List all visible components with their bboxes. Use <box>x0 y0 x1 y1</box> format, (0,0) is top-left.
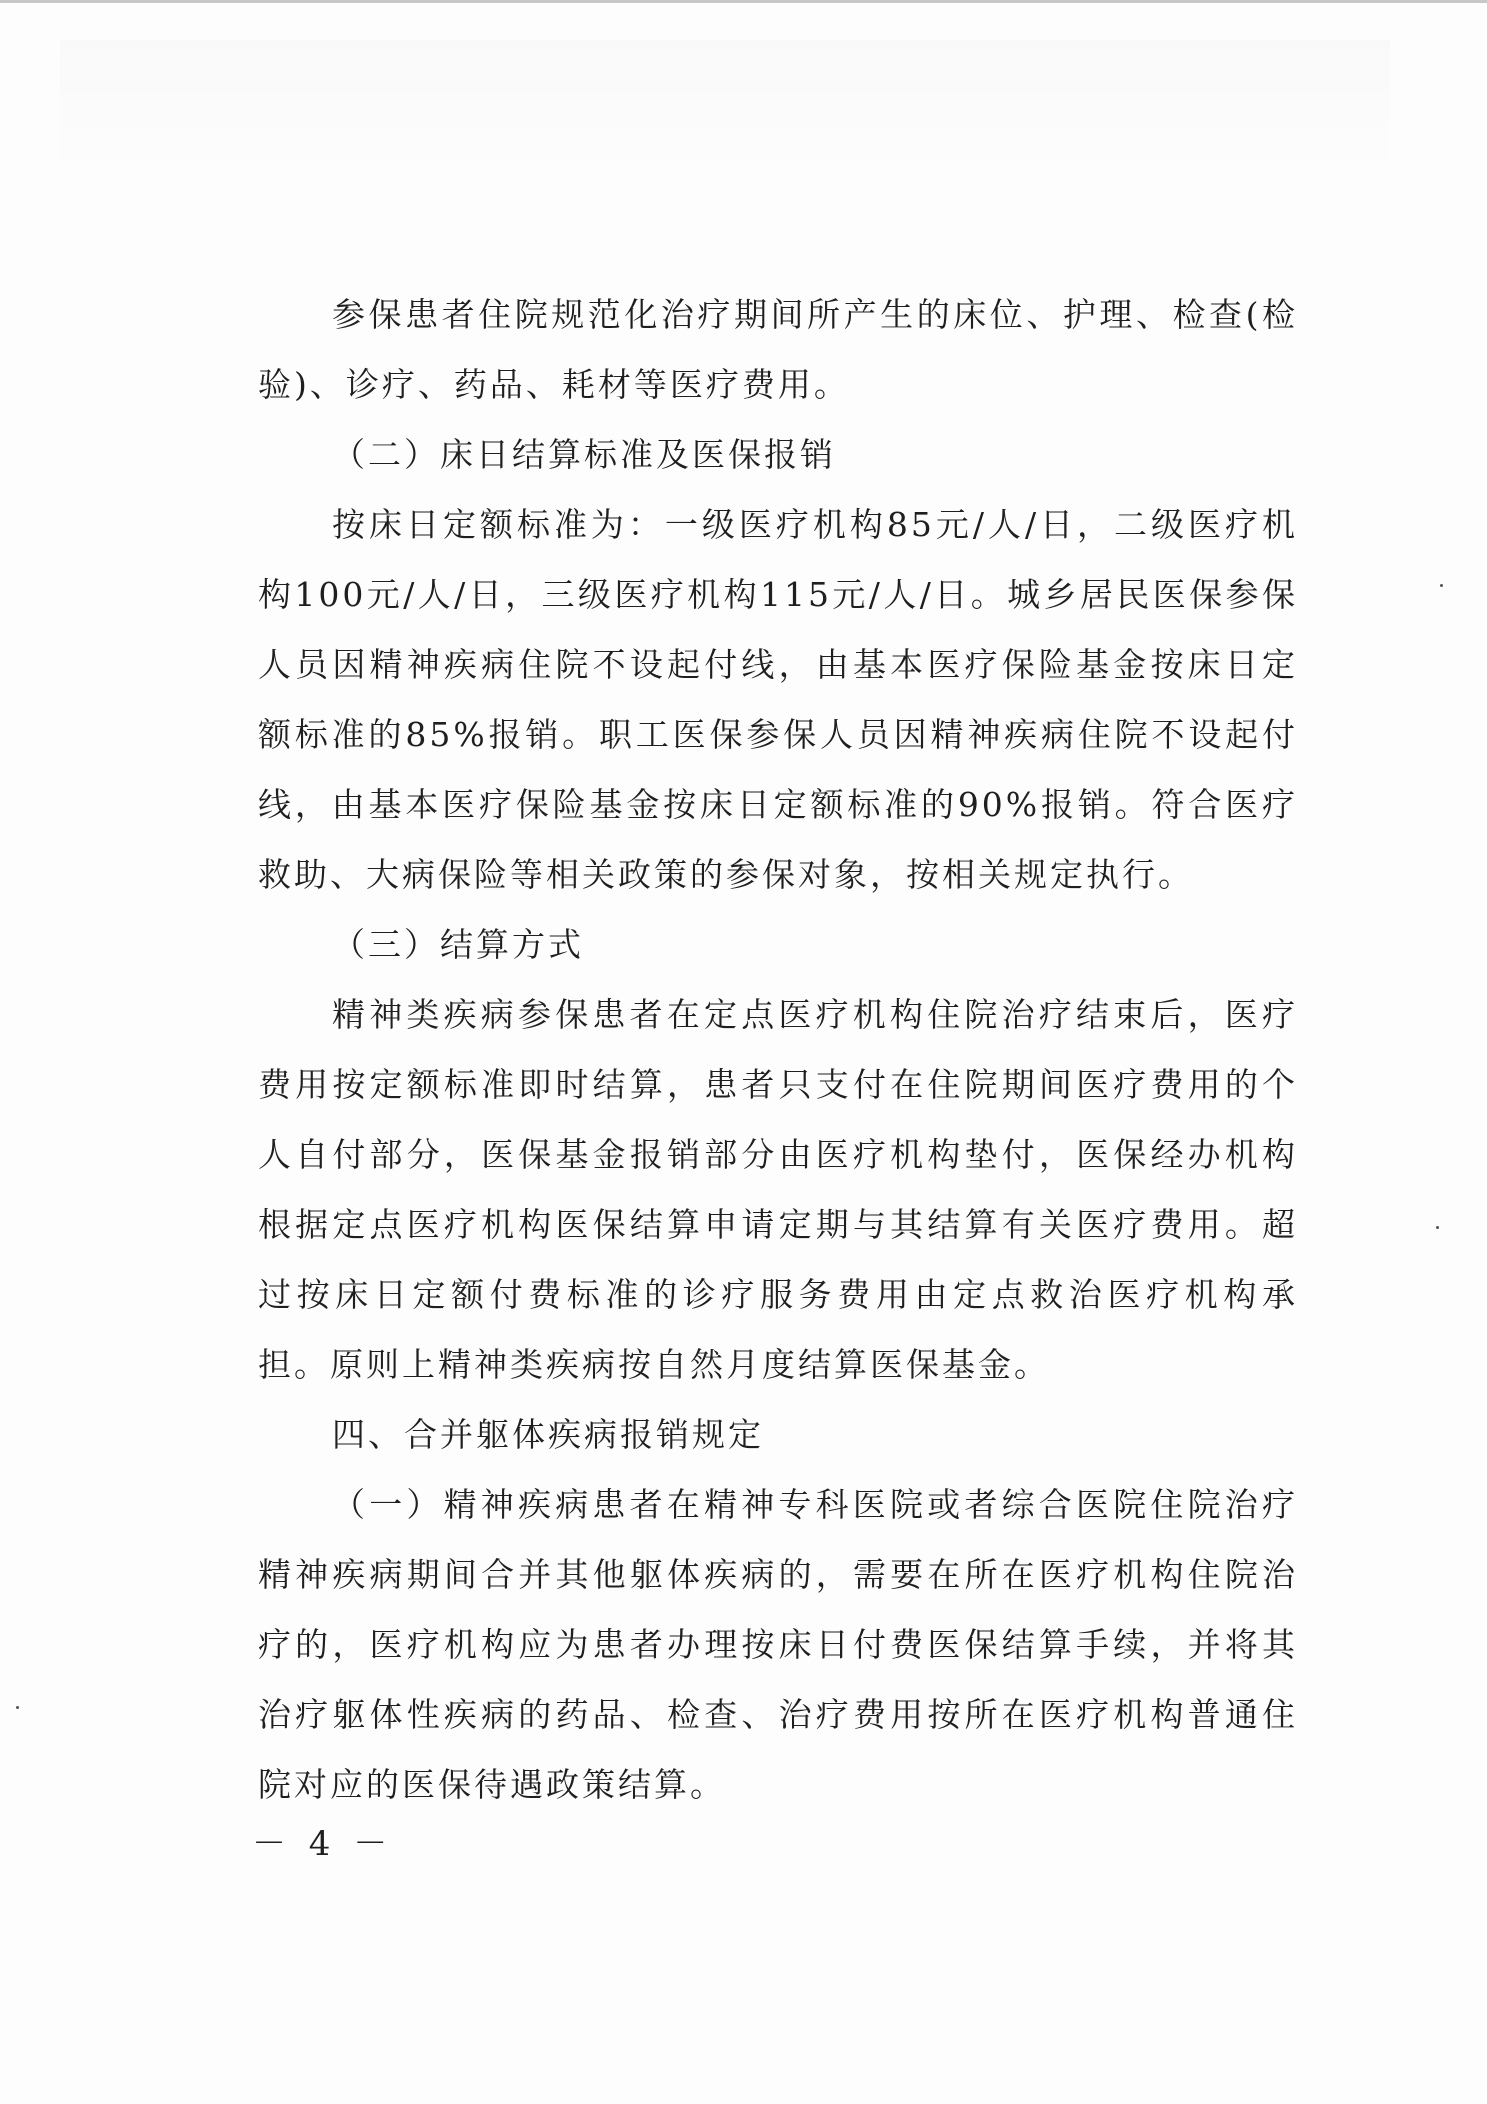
paragraph-settlement-method: 精神类疾病参保患者在定点医疗机构住院治疗结束后，医疗费用按定额标准即时结算，患者只支付在住院期间医疗费用的个人自付部分，医保基金报销部分由医疗机构垫付，医保经办机构根据定点医疗机构医保结算申请定期与其结算有关医疗费用。超过按床日定额付费标准的诊疗服务费用由定点救治医疗机构承担。原则上精神类疾病按自然月度结算医保基金。 <box>258 995 1298 1384</box>
document-body <box>258 280 1298 1820</box>
page-number: － 4 － <box>252 1824 394 1864</box>
scan-top-edge <box>0 0 1487 3</box>
paragraph-somatic-disease: （一）精神疾病患者在精神专科医院或者综合医院住院治疗精神疾病期间合并其他躯体疾病的，需要在所在医疗机构住院治疗的，医疗机构应为患者办理按床日付费医保结算手续，并将其治疗躯体性疾病的药品、检查、治疗费用按所在医疗机构普通住院对应的医保待遇政策结算。 <box>258 1485 1298 1804</box>
scan-speck <box>1440 584 1443 587</box>
scan-speck <box>16 1706 19 1709</box>
heading-bed-day-standard: （二）床日结算标准及医保报销 <box>332 435 836 474</box>
scan-speck <box>1436 1226 1439 1229</box>
paragraph-scope: 参保患者住院规范化治疗期间所产生的床位、护理、检查(检验)、诊疗、药品、耗材等医疗费用。 <box>258 295 1298 404</box>
scan-shadow <box>60 40 1390 180</box>
section-heading-somatic-disease: 四、合并躯体疾病报销规定 <box>332 1415 764 1454</box>
heading-settlement-method: （三）结算方式 <box>332 925 584 964</box>
paragraph-bed-day-standard: 按床日定额标准为：一级医疗机构85元/人/日，二级医疗机构100元/人/日，三级医疗机构115元/人/日。城乡居民医保参保人员因精神疾病住院不设起付线，由基本医疗保险基金按床日定额标准的85%报销。职工医保参保人员因精神疾病住院不设起付线，由基本医疗保险基金按床日定额标准的90%报销。符合医疗救助、大病保险等相关政策的参保对象，按相关规定执行。 <box>258 505 1298 894</box>
